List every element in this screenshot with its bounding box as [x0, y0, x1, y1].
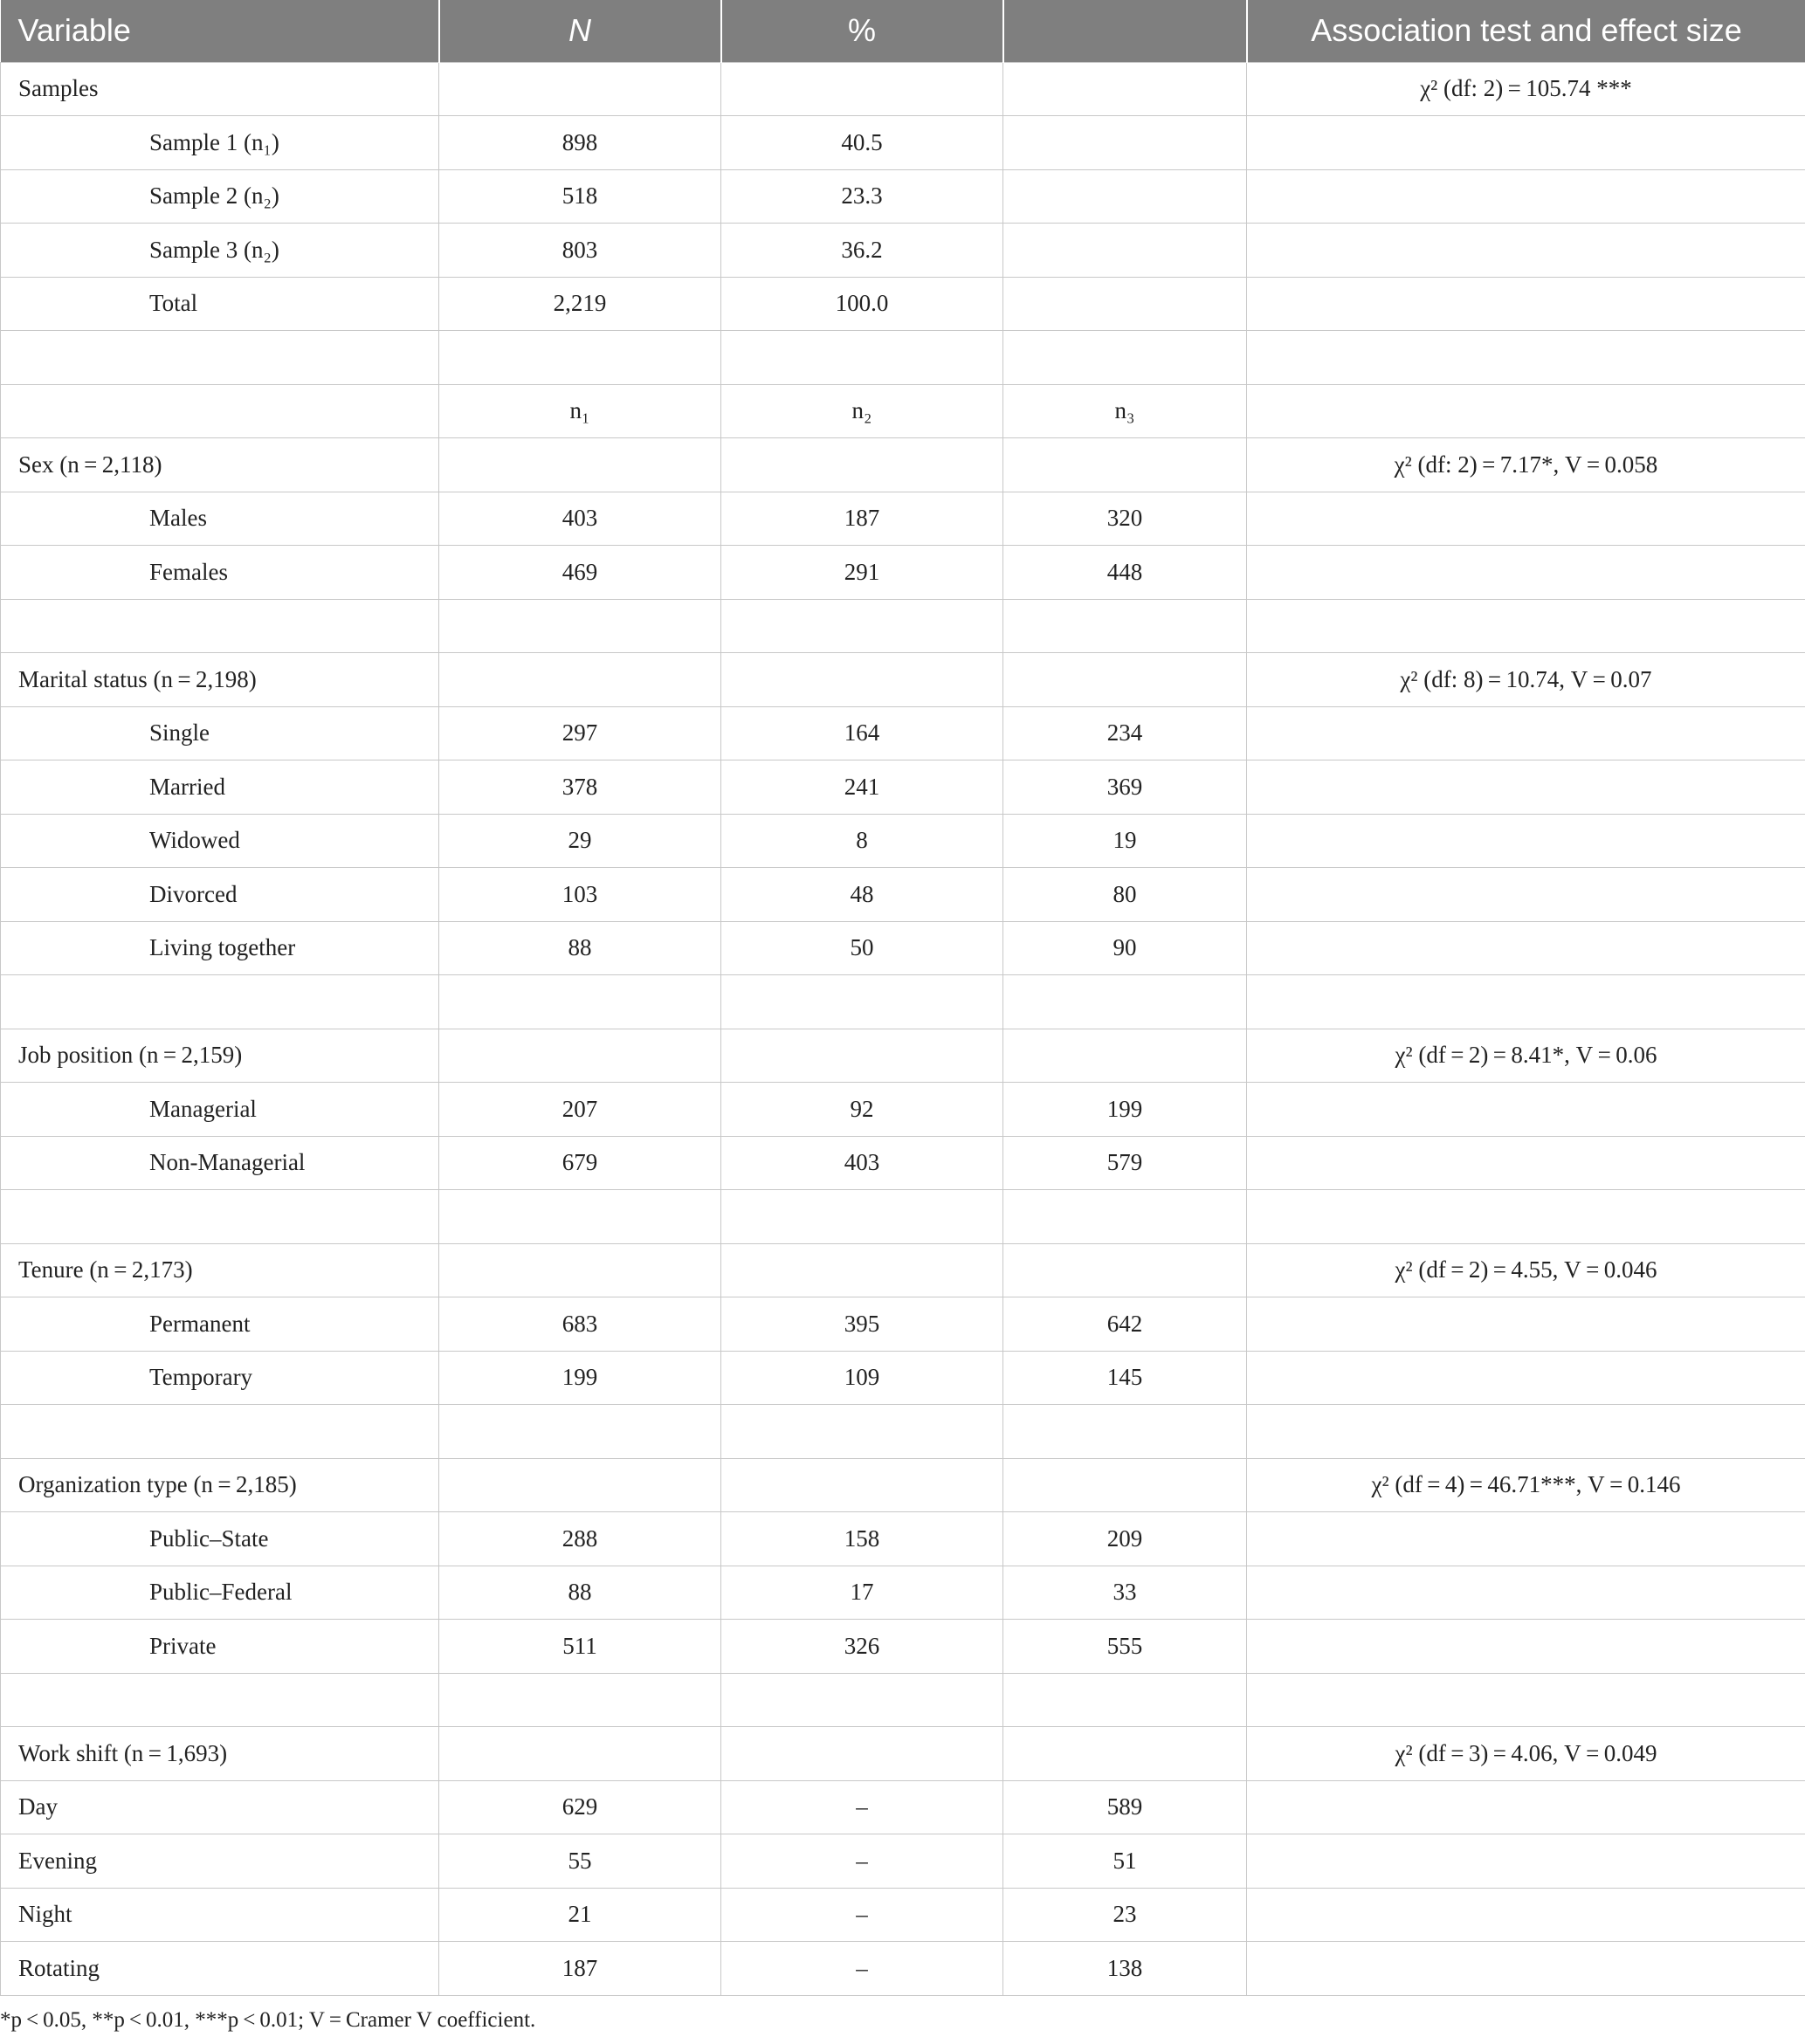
table-footnote: *p < 0.05, **p < 0.01, ***p < 0.01; V = Cramer V coefficient. [0, 2008, 536, 2032]
association-cell [1247, 921, 1805, 975]
empty-cell [1247, 1405, 1805, 1459]
empty-cell [439, 1190, 721, 1244]
n2-cell [721, 653, 1003, 707]
n3-cell [1003, 224, 1247, 278]
table-row [1, 1834, 1805, 1889]
empty-cell [1, 975, 439, 1029]
n2-cell: 241 [721, 760, 1003, 815]
spacer-row [1, 1405, 1805, 1459]
empty-cell [1247, 599, 1805, 653]
spacer-row [1, 1190, 1805, 1244]
empty-cell [439, 1673, 721, 1727]
association-cell [1247, 1083, 1805, 1137]
empty-cell [721, 975, 1003, 1029]
association-cell: χ² (df = 2) = 8.41*, V = 0.06 [1247, 1029, 1805, 1083]
table-row [1, 760, 1805, 815]
n2-cell: 50 [721, 921, 1003, 975]
n1-cell: 898 [439, 116, 721, 170]
n1-cell: 88 [439, 1566, 721, 1620]
association-cell [1247, 1351, 1805, 1405]
subheader-cell: n₁ [439, 384, 721, 438]
variable-cell: Living together [1, 921, 439, 975]
empty-cell [439, 1405, 721, 1459]
variable-cell: Public–State [1, 1512, 439, 1566]
n2-cell: 164 [721, 706, 1003, 760]
n1-cell: 55 [439, 1834, 721, 1889]
n1-cell: 199 [439, 1351, 721, 1405]
n2-cell: 395 [721, 1297, 1003, 1352]
subheader-cell: n₃ [1003, 384, 1247, 438]
empty-cell [439, 331, 721, 385]
empty-cell [439, 599, 721, 653]
group-row [1, 653, 1805, 707]
n3-cell [1003, 438, 1247, 492]
table-header [1, 0, 1805, 62]
n1-cell: 2,219 [439, 277, 721, 331]
empty-cell [1003, 331, 1247, 385]
n3-cell: 90 [1003, 921, 1247, 975]
variable-cell: Organization type (n = 2,185) [1, 1458, 439, 1512]
n1-cell: 629 [439, 1780, 721, 1834]
variable-cell: Sample 1 (n₁) [1, 116, 439, 170]
table-row [1, 814, 1805, 868]
association-cell: χ² (df = 2) = 4.55, V = 0.046 [1247, 1243, 1805, 1297]
association-cell [1247, 492, 1805, 546]
variable-cell: Evening [1, 1834, 439, 1889]
variable-cell: Job position (n = 2,159) [1, 1029, 439, 1083]
variable-cell: Samples [1, 62, 439, 116]
association-cell [1247, 1888, 1805, 1942]
header-blank [1003, 0, 1247, 62]
n3-cell: 234 [1003, 706, 1247, 760]
association-cell [1247, 1780, 1805, 1834]
association-cell [1247, 277, 1805, 331]
n1-cell [439, 653, 721, 707]
n1-cell [439, 1727, 721, 1781]
association-cell [1247, 546, 1805, 600]
variable-cell: Marital status (n = 2,198) [1, 653, 439, 707]
variable-cell: Married [1, 760, 439, 815]
header-variable: Variable [1, 0, 439, 62]
n2-cell: – [721, 1780, 1003, 1834]
n1-cell [439, 1458, 721, 1512]
table-row [1, 1780, 1805, 1834]
variable-cell: Night [1, 1888, 439, 1942]
n1-cell: 403 [439, 492, 721, 546]
n3-cell: 33 [1003, 1566, 1247, 1620]
n2-cell: 187 [721, 492, 1003, 546]
empty-cell [1, 384, 439, 438]
header-association: Association test and effect size [1247, 0, 1805, 62]
n3-cell [1003, 1029, 1247, 1083]
empty-cell [439, 975, 721, 1029]
variable-cell: Day [1, 1780, 439, 1834]
n3-cell [1003, 116, 1247, 170]
empty-cell [1, 1673, 439, 1727]
empty-cell [721, 599, 1003, 653]
n2-cell: 158 [721, 1512, 1003, 1566]
n3-cell [1003, 62, 1247, 116]
association-cell [1247, 1512, 1805, 1566]
n1-cell: 207 [439, 1083, 721, 1137]
n1-cell: 187 [439, 1942, 721, 1996]
n3-cell [1003, 1458, 1247, 1512]
n1-cell: 88 [439, 921, 721, 975]
group-row [1, 62, 1805, 116]
spacer-row [1, 599, 1805, 653]
subheader-cell: n₂ [721, 384, 1003, 438]
n1-cell [439, 62, 721, 116]
n2-cell: 23.3 [721, 169, 1003, 224]
n2-cell: – [721, 1888, 1003, 1942]
empty-cell [1, 1190, 439, 1244]
n2-cell: 326 [721, 1620, 1003, 1674]
n2-cell: 48 [721, 868, 1003, 922]
association-cell [1247, 1297, 1805, 1352]
n2-cell: – [721, 1942, 1003, 1996]
empty-cell [1247, 975, 1805, 1029]
table-row [1, 1083, 1805, 1137]
variable-cell: Divorced [1, 868, 439, 922]
spacer-row [1, 331, 1805, 385]
table-row [1, 1888, 1805, 1942]
group-row [1, 1727, 1805, 1781]
n3-cell: 589 [1003, 1780, 1247, 1834]
header-percent: % [721, 0, 1003, 62]
association-cell [1247, 1942, 1805, 1996]
variable-cell: Private [1, 1620, 439, 1674]
association-cell [1247, 814, 1805, 868]
association-cell [1247, 1834, 1805, 1889]
n3-cell: 51 [1003, 1834, 1247, 1889]
empty-cell [1003, 1673, 1247, 1727]
n3-cell [1003, 277, 1247, 331]
n1-cell: 683 [439, 1297, 721, 1352]
variable-cell: Rotating [1, 1942, 439, 1996]
n2-cell: 291 [721, 546, 1003, 600]
variable-cell: Sex (n = 2,118) [1, 438, 439, 492]
n3-cell: 579 [1003, 1136, 1247, 1190]
empty-cell [1, 331, 439, 385]
n1-cell: 103 [439, 868, 721, 922]
n3-cell: 448 [1003, 546, 1247, 600]
association-cell [1247, 1566, 1805, 1620]
empty-cell [721, 1405, 1003, 1459]
n1-cell: 511 [439, 1620, 721, 1674]
table-row [1, 1620, 1805, 1674]
variable-cell: Managerial [1, 1083, 439, 1137]
header-row [1, 0, 1805, 62]
empty-cell [1247, 1673, 1805, 1727]
n1-cell: 288 [439, 1512, 721, 1566]
table-row [1, 169, 1805, 224]
empty-cell [721, 1190, 1003, 1244]
n1-cell: 803 [439, 224, 721, 278]
table-row [1, 1942, 1805, 1996]
empty-cell [721, 331, 1003, 385]
association-cell [1247, 706, 1805, 760]
association-cell: χ² (df: 8) = 10.74, V = 0.07 [1247, 653, 1805, 707]
n3-cell: 138 [1003, 1942, 1247, 1996]
table-row [1, 1566, 1805, 1620]
group-row [1, 438, 1805, 492]
empty-cell [1003, 599, 1247, 653]
n2-cell [721, 62, 1003, 116]
n3-cell: 369 [1003, 760, 1247, 815]
n2-cell: – [721, 1834, 1003, 1889]
variable-cell: Public–Federal [1, 1566, 439, 1620]
empty-cell [721, 1673, 1003, 1727]
variable-cell: Permanent [1, 1297, 439, 1352]
table-row [1, 921, 1805, 975]
table-row [1, 1297, 1805, 1352]
variable-cell: Temporary [1, 1351, 439, 1405]
variable-cell: Single [1, 706, 439, 760]
table-row [1, 116, 1805, 170]
n1-cell [439, 1243, 721, 1297]
table-row [1, 1351, 1805, 1405]
variable-cell: Tenure (n = 2,173) [1, 1243, 439, 1297]
association-cell: χ² (df: 2) = 7.17*, V = 0.058 [1247, 438, 1805, 492]
n2-cell: 100.0 [721, 277, 1003, 331]
n1-cell: 21 [439, 1888, 721, 1942]
empty-cell [1003, 1190, 1247, 1244]
n2-cell [721, 1458, 1003, 1512]
table-row [1, 492, 1805, 546]
table-row [1, 868, 1805, 922]
empty-cell [1247, 1190, 1805, 1244]
group-row [1, 1029, 1805, 1083]
association-cell [1247, 1620, 1805, 1674]
empty-cell [1247, 331, 1805, 385]
variable-cell: Sample 2 (n₂) [1, 169, 439, 224]
association-cell [1247, 868, 1805, 922]
table-body [1, 62, 1805, 1995]
empty-cell [1247, 384, 1805, 438]
variable-cell: Total [1, 277, 439, 331]
variable-cell: Work shift (n = 1,693) [1, 1727, 439, 1781]
n3-cell [1003, 653, 1247, 707]
n2-cell: 8 [721, 814, 1003, 868]
variable-cell: Sample 3 (n₂) [1, 224, 439, 278]
n3-cell: 145 [1003, 1351, 1247, 1405]
association-cell: χ² (df = 3) = 4.06, V = 0.049 [1247, 1727, 1805, 1781]
variable-cell: Males [1, 492, 439, 546]
n2-cell: 403 [721, 1136, 1003, 1190]
n2-cell [721, 1727, 1003, 1781]
spacer-row [1, 1673, 1805, 1727]
n2-cell: 92 [721, 1083, 1003, 1137]
empty-cell [1003, 1405, 1247, 1459]
empty-cell [1003, 975, 1247, 1029]
n3-cell: 23 [1003, 1888, 1247, 1942]
table-row [1, 546, 1805, 600]
n1-cell: 29 [439, 814, 721, 868]
empty-cell [1, 1405, 439, 1459]
table-row [1, 277, 1805, 331]
n2-cell: 36.2 [721, 224, 1003, 278]
n3-cell: 199 [1003, 1083, 1247, 1137]
table-row [1, 1136, 1805, 1190]
n3-cell [1003, 1243, 1247, 1297]
group-row [1, 1243, 1805, 1297]
n2-cell [721, 438, 1003, 492]
n3-cell: 19 [1003, 814, 1247, 868]
association-cell [1247, 1136, 1805, 1190]
variable-cell: Females [1, 546, 439, 600]
n1-cell: 679 [439, 1136, 721, 1190]
n3-cell: 642 [1003, 1297, 1247, 1352]
association-cell [1247, 116, 1805, 170]
group-row [1, 1458, 1805, 1512]
spacer-row [1, 975, 1805, 1029]
association-cell [1247, 224, 1805, 278]
n1-cell: 297 [439, 706, 721, 760]
n1-cell: 378 [439, 760, 721, 815]
association-cell: χ² (df = 4) = 46.71***, V = 0.146 [1247, 1458, 1805, 1512]
association-cell [1247, 169, 1805, 224]
variable-cell: Widowed [1, 814, 439, 868]
n1-cell: 469 [439, 546, 721, 600]
table-row [1, 706, 1805, 760]
n1-cell [439, 438, 721, 492]
n3-cell: 80 [1003, 868, 1247, 922]
n2-cell: 17 [721, 1566, 1003, 1620]
variable-cell: Non-Managerial [1, 1136, 439, 1190]
n1-cell: 518 [439, 169, 721, 224]
header-n: N [439, 0, 721, 62]
n3-cell: 555 [1003, 1620, 1247, 1674]
subheader-row [1, 384, 1805, 438]
association-cell: χ² (df: 2) = 105.74 *** [1247, 62, 1805, 116]
n2-cell: 40.5 [721, 116, 1003, 170]
n3-cell [1003, 169, 1247, 224]
association-cell [1247, 760, 1805, 815]
n3-cell [1003, 1727, 1247, 1781]
n2-cell [721, 1243, 1003, 1297]
table-row [1, 1512, 1805, 1566]
table-row [1, 224, 1805, 278]
n3-cell: 320 [1003, 492, 1247, 546]
n2-cell [721, 1029, 1003, 1083]
n1-cell [439, 1029, 721, 1083]
n2-cell: 109 [721, 1351, 1003, 1405]
n3-cell: 209 [1003, 1512, 1247, 1566]
empty-cell [1, 599, 439, 653]
